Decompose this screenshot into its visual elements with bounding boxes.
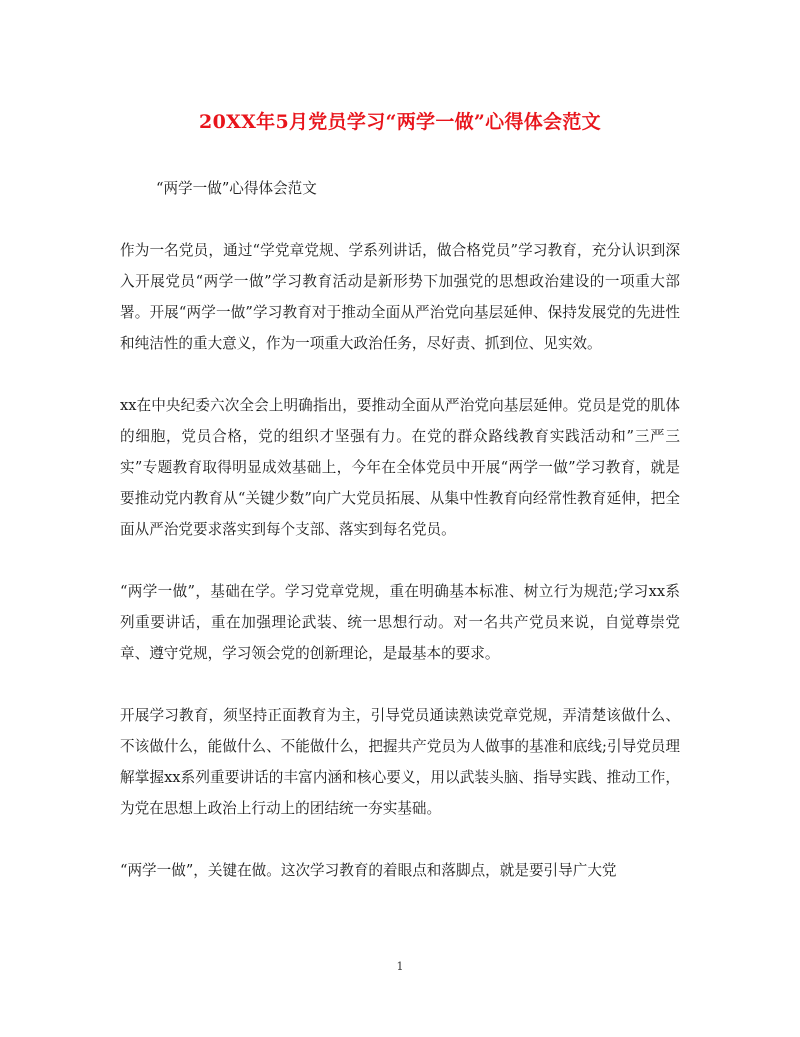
paragraph-5: “两学一做”，关键在做。这次学习教育的着眼点和落脚点，就是要引导广大党 [120, 862, 617, 879]
paragraph-2: xx在中央纪委六次全会上明确指出，要推动全面从严治党向基层延伸。党员是党的肌体的细胞，党员合格，党的组织才坚强有力。在党的群众路线教育实践活动和”三严三实”专题教育取得明显成效基础上，今年在全体党员中开展“两学一做”学习教育，就是要推动党内教育从“关键少数”向广大党员拓展、从集中性教育向经常性教育延伸，把全面从严治党要求落实到每个支部、落实到每名党员。 [120, 397, 680, 538]
paragraph-4: 开展学习教育，须坚持正面教育为主，引导党员通读熟读党章党规，弄清楚该做什么、不该做什么，能做什么、不能做什么，把握共产党员为人做事的基准和底线;引导党员理解掌握xx系列重要讲话的丰富内涵和核心要义，用以武装头脑、指导实践、推动工作，为党在思想上政治上行动上的团结统一夯实基础。 [120, 707, 680, 817]
document-body [120, 173, 680, 917]
paragraph-1: 作为一名党员，通过“学党章党规、学系列讲话，做合格党员”学习教育，充分认识到深入开展党员“两学一做”学习教育活动是新形势下加强党的思想政治建设的一项重大部署。开展“两学一做”学习教育对于推动全面从严治党向基层延伸、保持发展党的先进性和纯洁性的重大意义，作为一项重大政治任务，尽好责、抓到位、见实效。 [120, 242, 680, 352]
paragraph-3: “两学一做”，基础在学。学习党章党规，重在明确基本标准、树立行为规范;学习xx系列重要讲话，重在加强理论武装、统一思想行动。对一名共产党员来说，自觉尊崇党章、遵守党规，学习领会党的创新理论，是最基本的要求。 [120, 583, 680, 662]
document-subtitle: “两学一做”心得体会范文 [156, 180, 317, 197]
document-title: 20XX年5月党员学习“两学一做”心得体会范文 [199, 111, 601, 133]
page-number: 1 [396, 960, 404, 973]
